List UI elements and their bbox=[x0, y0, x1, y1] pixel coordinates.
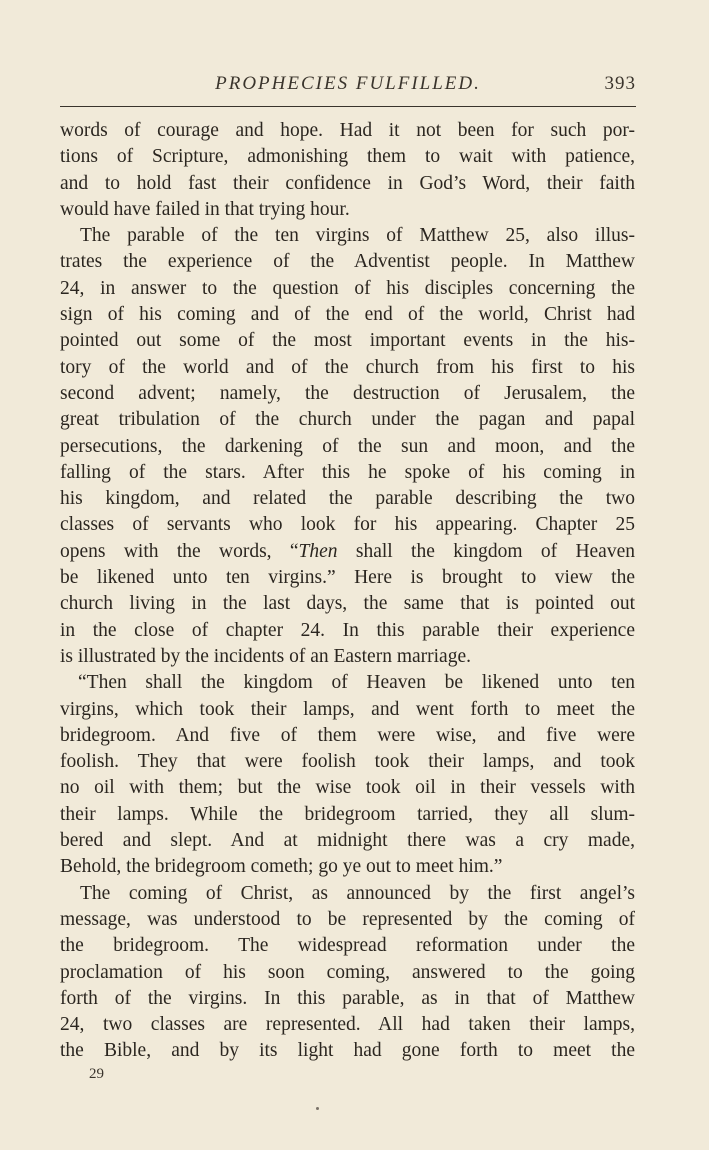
text-line: message, was understood to be represented by the coming of bbox=[60, 908, 635, 930]
text-line: bered and slept. And at midnight there was a cry made, bbox=[60, 830, 635, 852]
text-line: the Bible, and by its light had gone forth to meet the bbox=[60, 1040, 635, 1062]
text-line: no oil with them; but the wise took oil in their vessels with bbox=[60, 777, 635, 799]
text-line: words of courage and hope. Had it not been for such por- bbox=[60, 120, 635, 141]
text-line: “Then shall the kingdom of Heaven be likened unto ten bbox=[78, 672, 635, 694]
text-line: classes of servants who look for his appearing. Chapter 25 bbox=[60, 514, 635, 536]
text-line: virgins, which took their lamps, and went forth to meet the bbox=[60, 698, 635, 720]
paper-speck bbox=[316, 1107, 319, 1110]
text-line: proclamation of his soon coming, answered to the going bbox=[60, 961, 635, 983]
text-line: their lamps. While the bridegroom tarried, they all slum- bbox=[60, 803, 635, 825]
text-line: church living in the last days, the same that is pointed out bbox=[60, 593, 635, 615]
text-line: pointed out some of the most important events in the his- bbox=[60, 330, 635, 352]
text-line: persecutions, the darkening of the sun and moon, and the bbox=[60, 435, 635, 457]
text-fragment: opens with the words, “ bbox=[60, 540, 299, 562]
text-line: the bridegroom. The widespread reformation under the bbox=[60, 935, 635, 957]
text-line: bridegroom. And five of them were wise, and five were bbox=[60, 724, 635, 746]
text-line: The parable of the ten virgins of Matthew 25, also illus- bbox=[80, 225, 635, 247]
italic-emphasis: Then bbox=[298, 540, 338, 562]
running-title: PROPHECIES FULFILLED. bbox=[215, 73, 481, 94]
text-line: be likened unto ten virgins.” Here is brought to view the bbox=[60, 567, 635, 589]
text-line: would have failed in that trying hour. bbox=[60, 198, 350, 220]
running-head bbox=[60, 73, 636, 103]
text-line: is illustrated by the incidents of an Eastern marriage. bbox=[60, 645, 471, 667]
text-line: trates the experience of the Adventist people. In Matthew bbox=[60, 251, 635, 273]
page-number: 393 bbox=[604, 73, 636, 94]
body-text bbox=[60, 118, 635, 1065]
text-line: in the close of chapter 24. In this parable their experience bbox=[60, 619, 635, 641]
text-line: his kingdom, and related the parable describing the two bbox=[60, 488, 635, 510]
text-line: and to hold fast their confidence in God’s Word, their faith bbox=[60, 172, 635, 194]
header-rule bbox=[60, 106, 636, 107]
text-line: second advent; namely, the destruction of Jerusalem, the bbox=[60, 382, 635, 404]
signature-mark: 29 bbox=[89, 1066, 104, 1082]
text-line-with-italic bbox=[60, 539, 635, 565]
text-line: tory of the world and of the church from his first to his bbox=[60, 356, 635, 378]
text-line: 24, two classes are represented. All had taken their lamps, bbox=[60, 1014, 635, 1036]
text-line: 24, in answer to the question of his disciples concerning the bbox=[60, 277, 635, 299]
text-line: sign of his coming and of the end of the world, Christ had bbox=[60, 304, 635, 326]
text-line: The coming of Christ, as announced by the first angel’s bbox=[80, 882, 635, 904]
text-line: tions of Scripture, admonishing them to wait with patience, bbox=[60, 146, 635, 168]
text-line: Behold, the bridegroom cometh; go ye out to meet him.” bbox=[60, 856, 503, 878]
text-line: foolish. They that were foolish took their lamps, and took bbox=[60, 751, 635, 773]
text-line: falling of the stars. After this he spoke of his coming in bbox=[60, 461, 635, 483]
text-fragment: shall the kingdom of Heaven bbox=[337, 540, 635, 562]
text-line: forth of the virgins. In this parable, as in that of Matthew bbox=[60, 987, 635, 1009]
text-line: great tribulation of the church under the pagan and papal bbox=[60, 409, 635, 431]
